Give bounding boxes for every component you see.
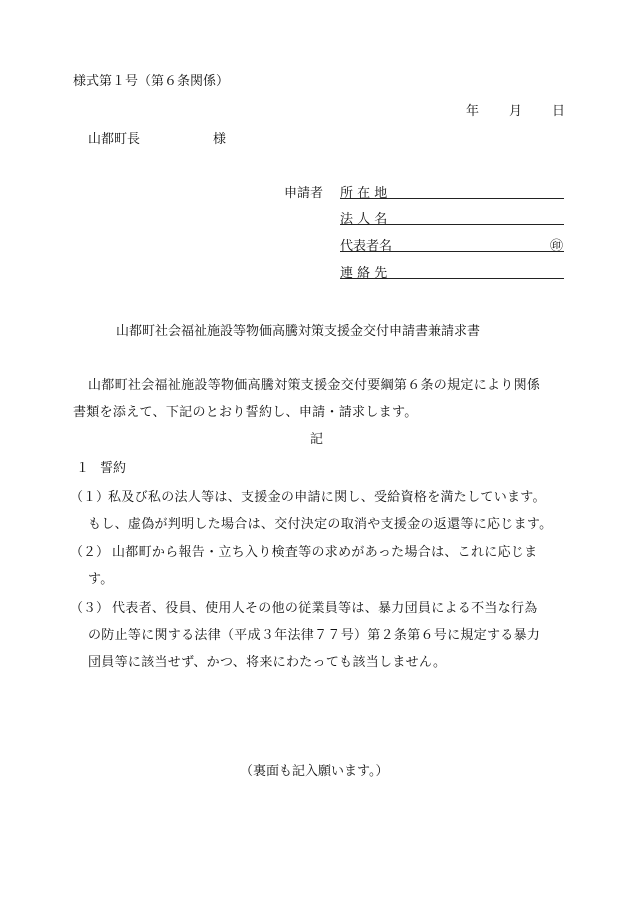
address-underline [340, 198, 564, 199]
addressee-name: 山都町長 [88, 132, 141, 147]
representative-underline [340, 251, 564, 252]
applicant-label: 申請者 [284, 186, 324, 201]
footer-note: （裏面も記入願います。） [240, 764, 389, 779]
date-day: 日 [552, 104, 566, 119]
address-field-label: 所 在 地 [340, 186, 388, 201]
addressee-honorific: 様 [213, 132, 227, 147]
item-3-line-3: 団員等に該当せず、かつ、将来にわたっても該当しません。 [88, 655, 447, 670]
item-2-line-2: す。 [88, 572, 114, 587]
representative-field-label: 代表者名 [340, 239, 393, 254]
contact-field-label: 連 絡 先 [340, 266, 388, 281]
seal-mark: ㊞ [550, 239, 564, 254]
item-2-line-1: 山都町から報告・立ち入り検査等の求めがあった場合は、これに応じま [112, 545, 538, 560]
corporation-underline [340, 224, 564, 225]
intro-line-1: 山都町社会福祉施設等物価高騰対策支援金交付要綱第６条の規定により関係 [88, 378, 541, 393]
item-3-number: （３） [70, 601, 110, 616]
contact-underline [340, 278, 564, 279]
intro-line-2: 書類を添えて、下記のとおり誓約し、申請・請求します。 [73, 405, 418, 420]
item-1-line-1: 私及び私の法人等は、支援金の申請に関し、受給資格を満たしています。 [108, 490, 546, 505]
section-1-number: １ [76, 461, 90, 476]
item-1-line-2: もし、虚偽が判明した場合は、交付決定の取消や支援金の返還等に応じます。 [88, 517, 553, 532]
section-1-heading: 誓約 [100, 461, 127, 476]
date-month: 月 [509, 104, 523, 119]
item-1-number: （１） [70, 490, 110, 505]
corporation-field-label: 法 人 名 [340, 212, 388, 227]
date-year: 年 [466, 104, 480, 119]
item-2-number: （２） [70, 545, 110, 560]
form-number: 様式第１号（第６条関係） [73, 74, 230, 89]
item-3-line-2: の防止等に関する法律（平成３年法律７７号）第２条第６号に規定する暴力 [88, 628, 541, 643]
item-3-line-1: 代表者、役員、使用人その他の従業員等は、暴力団員による不当な行為 [112, 601, 538, 616]
document-title: 山都町社会福祉施設等物価高騰対策支援金交付申請書兼請求書 [116, 324, 481, 339]
ki-heading: 記 [310, 432, 324, 447]
